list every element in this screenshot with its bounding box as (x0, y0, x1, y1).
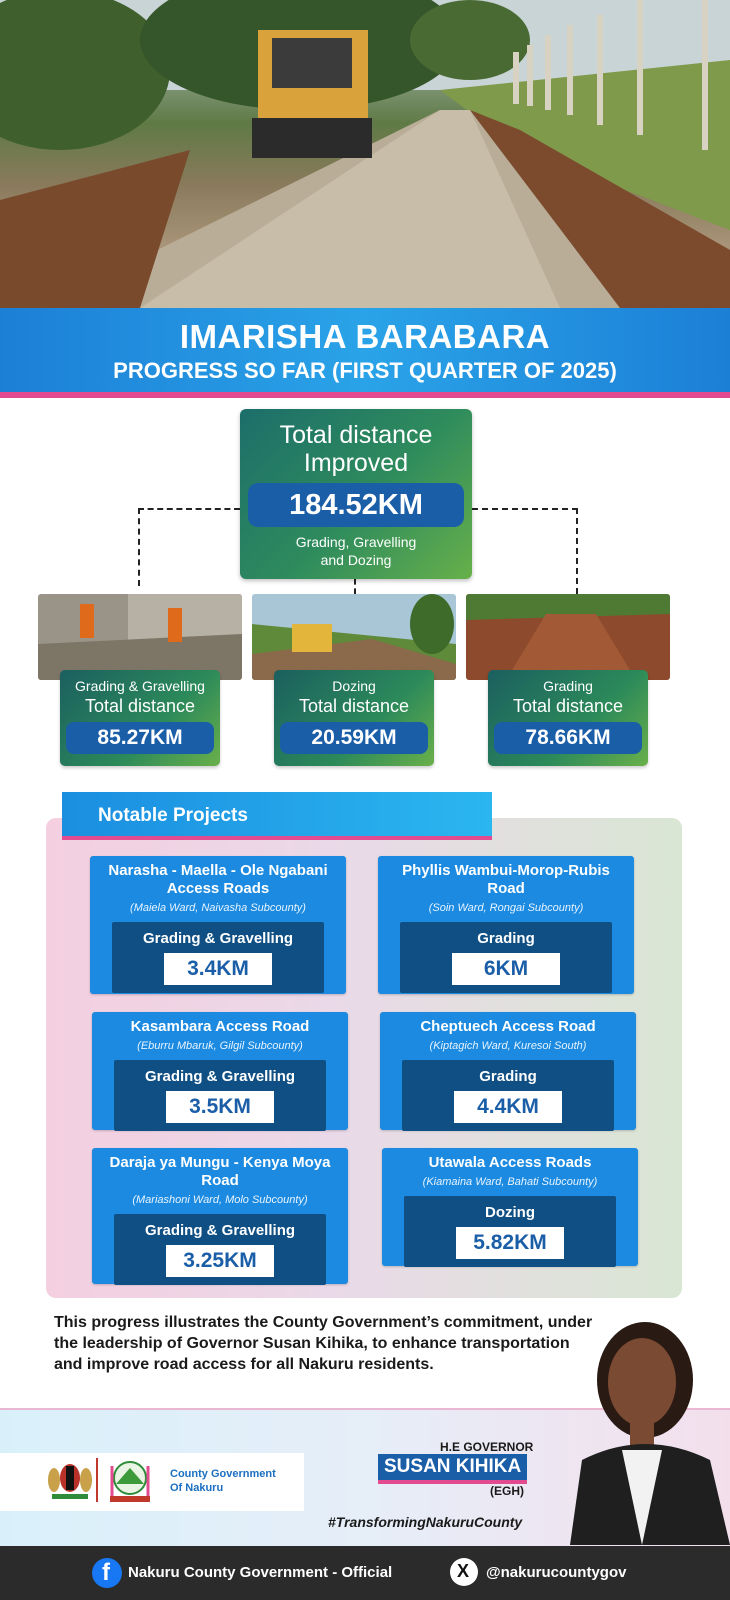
project-distance: 6KM (452, 953, 560, 985)
county-logo-text (170, 1467, 276, 1495)
project-work-type: Grading (479, 1068, 537, 1085)
project-work-box (114, 1214, 326, 1285)
grading-photo (466, 594, 670, 680)
category-label: Total distance (512, 696, 624, 716)
governor-suffix: (EGH) (490, 1484, 524, 1498)
project-ward: (Soin Ward, Rongai Subcounty) (428, 902, 584, 914)
x-twitter-icon[interactable]: X (450, 1558, 478, 1586)
category-value: 78.66KM (494, 722, 642, 754)
kenya-coat-of-arms-icon (46, 1458, 94, 1502)
project-card (378, 856, 634, 994)
project-ward: (Maiela Ward, Naivasha Subcounty) (130, 902, 306, 914)
project-card (380, 1012, 636, 1130)
hashtag: #TransformingNakuruCounty (328, 1514, 523, 1530)
project-distance: 3.5KM (166, 1091, 274, 1123)
project-card (92, 1148, 348, 1284)
project-ward: (Eburru Mbaruk, Gilgil Subcounty) (137, 1040, 303, 1052)
project-card (92, 1012, 348, 1130)
page-subtitle: PROGRESS SO FAR (FIRST QUARTER OF 2025) (113, 358, 617, 383)
project-work-type: Grading & Gravelling (144, 1068, 296, 1085)
category-card-grading-gravelling (60, 670, 220, 766)
connector-left (138, 508, 240, 586)
project-name: Daraja ya Mungu - Kenya Moya Road (109, 1154, 331, 1189)
connector-right (472, 508, 578, 594)
category-card-dozing (274, 670, 434, 766)
category-name: Dozing (332, 678, 376, 694)
project-ward: (Kiptagich Ward, Kuresoi South) (429, 1040, 587, 1052)
project-distance: 4.4KM (454, 1091, 562, 1123)
notable-projects-title: Notable Projects (98, 805, 248, 826)
governor-title: H.E GOVERNOR (440, 1440, 534, 1454)
notable-projects-header (62, 792, 492, 840)
total-heading-line2: Improved (303, 449, 409, 477)
county-logo-line2: Of Nakuru (170, 1482, 224, 1494)
logo-divider (96, 1458, 98, 1502)
project-work-box (402, 1060, 614, 1131)
project-ward: (Mariashoni Ward, Molo Subcounty) (132, 1194, 308, 1206)
category-value: 85.27KM (66, 722, 214, 754)
category-name: Grading (543, 678, 593, 694)
project-work-type: Grading & Gravelling (142, 930, 294, 947)
governor-name: SUSAN KIHIKA (378, 1454, 527, 1484)
project-name: Narasha - Maella - Ole Ngabani Access Roads (108, 862, 328, 897)
x-twitter-link[interactable]: @nakurucountygov (486, 1564, 627, 1581)
total-heading-line1: Total distance (279, 421, 433, 449)
nakuru-county-logo-icon (102, 1456, 158, 1504)
total-desc-line2: and Dozing (320, 552, 392, 568)
category-value: 20.59KM (280, 722, 428, 754)
category-label: Total distance (84, 696, 196, 716)
banner-stripe (0, 392, 730, 398)
total-desc-line1: Grading, Gravelling (295, 534, 417, 550)
total-distance-card (240, 409, 472, 579)
dozing-photo (252, 594, 456, 680)
project-card (382, 1148, 638, 1266)
hero-road-photo (0, 0, 730, 308)
project-distance: 3.25KM (166, 1245, 274, 1277)
project-work-type: Grading & Gravelling (144, 1222, 296, 1239)
project-work-type: Grading (477, 930, 535, 947)
governor-portrait (560, 1310, 730, 1545)
facebook-icon[interactable]: f (92, 1558, 122, 1588)
grading-gravelling-photo (38, 594, 242, 680)
title-banner (0, 308, 730, 392)
category-card-grading (488, 670, 648, 766)
project-work-type: Dozing (485, 1204, 535, 1221)
facebook-link[interactable]: Nakuru County Government - Official (128, 1564, 393, 1581)
project-work-box (114, 1060, 326, 1131)
project-name: Kasambara Access Road (130, 1018, 310, 1035)
project-card (90, 856, 346, 994)
project-work-box (404, 1196, 616, 1267)
total-distance-value: 184.52KM (248, 483, 464, 527)
project-name: Cheptuech Access Road (420, 1018, 596, 1035)
project-work-box (112, 922, 324, 993)
category-name: Grading & Gravelling (75, 678, 205, 694)
project-ward: (Kiamaina Ward, Bahati Subcounty) (422, 1176, 598, 1188)
connector-center (354, 579, 356, 594)
project-name: Utawala Access Roads (428, 1154, 592, 1171)
county-logo-line1: County Government (170, 1468, 276, 1480)
project-work-box (400, 922, 612, 993)
category-label: Total distance (298, 696, 410, 716)
project-distance: 5.82KM (456, 1227, 564, 1259)
project-name: Phyllis Wambui-Morop-Rubis Road (402, 862, 610, 897)
page-title: IMARISHA BARABARA (179, 318, 551, 355)
project-distance: 3.4KM (164, 953, 272, 985)
progress-statement: This progress illustrates the County Government’s commitment, under the leadership of Governor Susan Kihika, to enhance transportation and improve road access for all Nakuru residents. (54, 1314, 593, 1373)
